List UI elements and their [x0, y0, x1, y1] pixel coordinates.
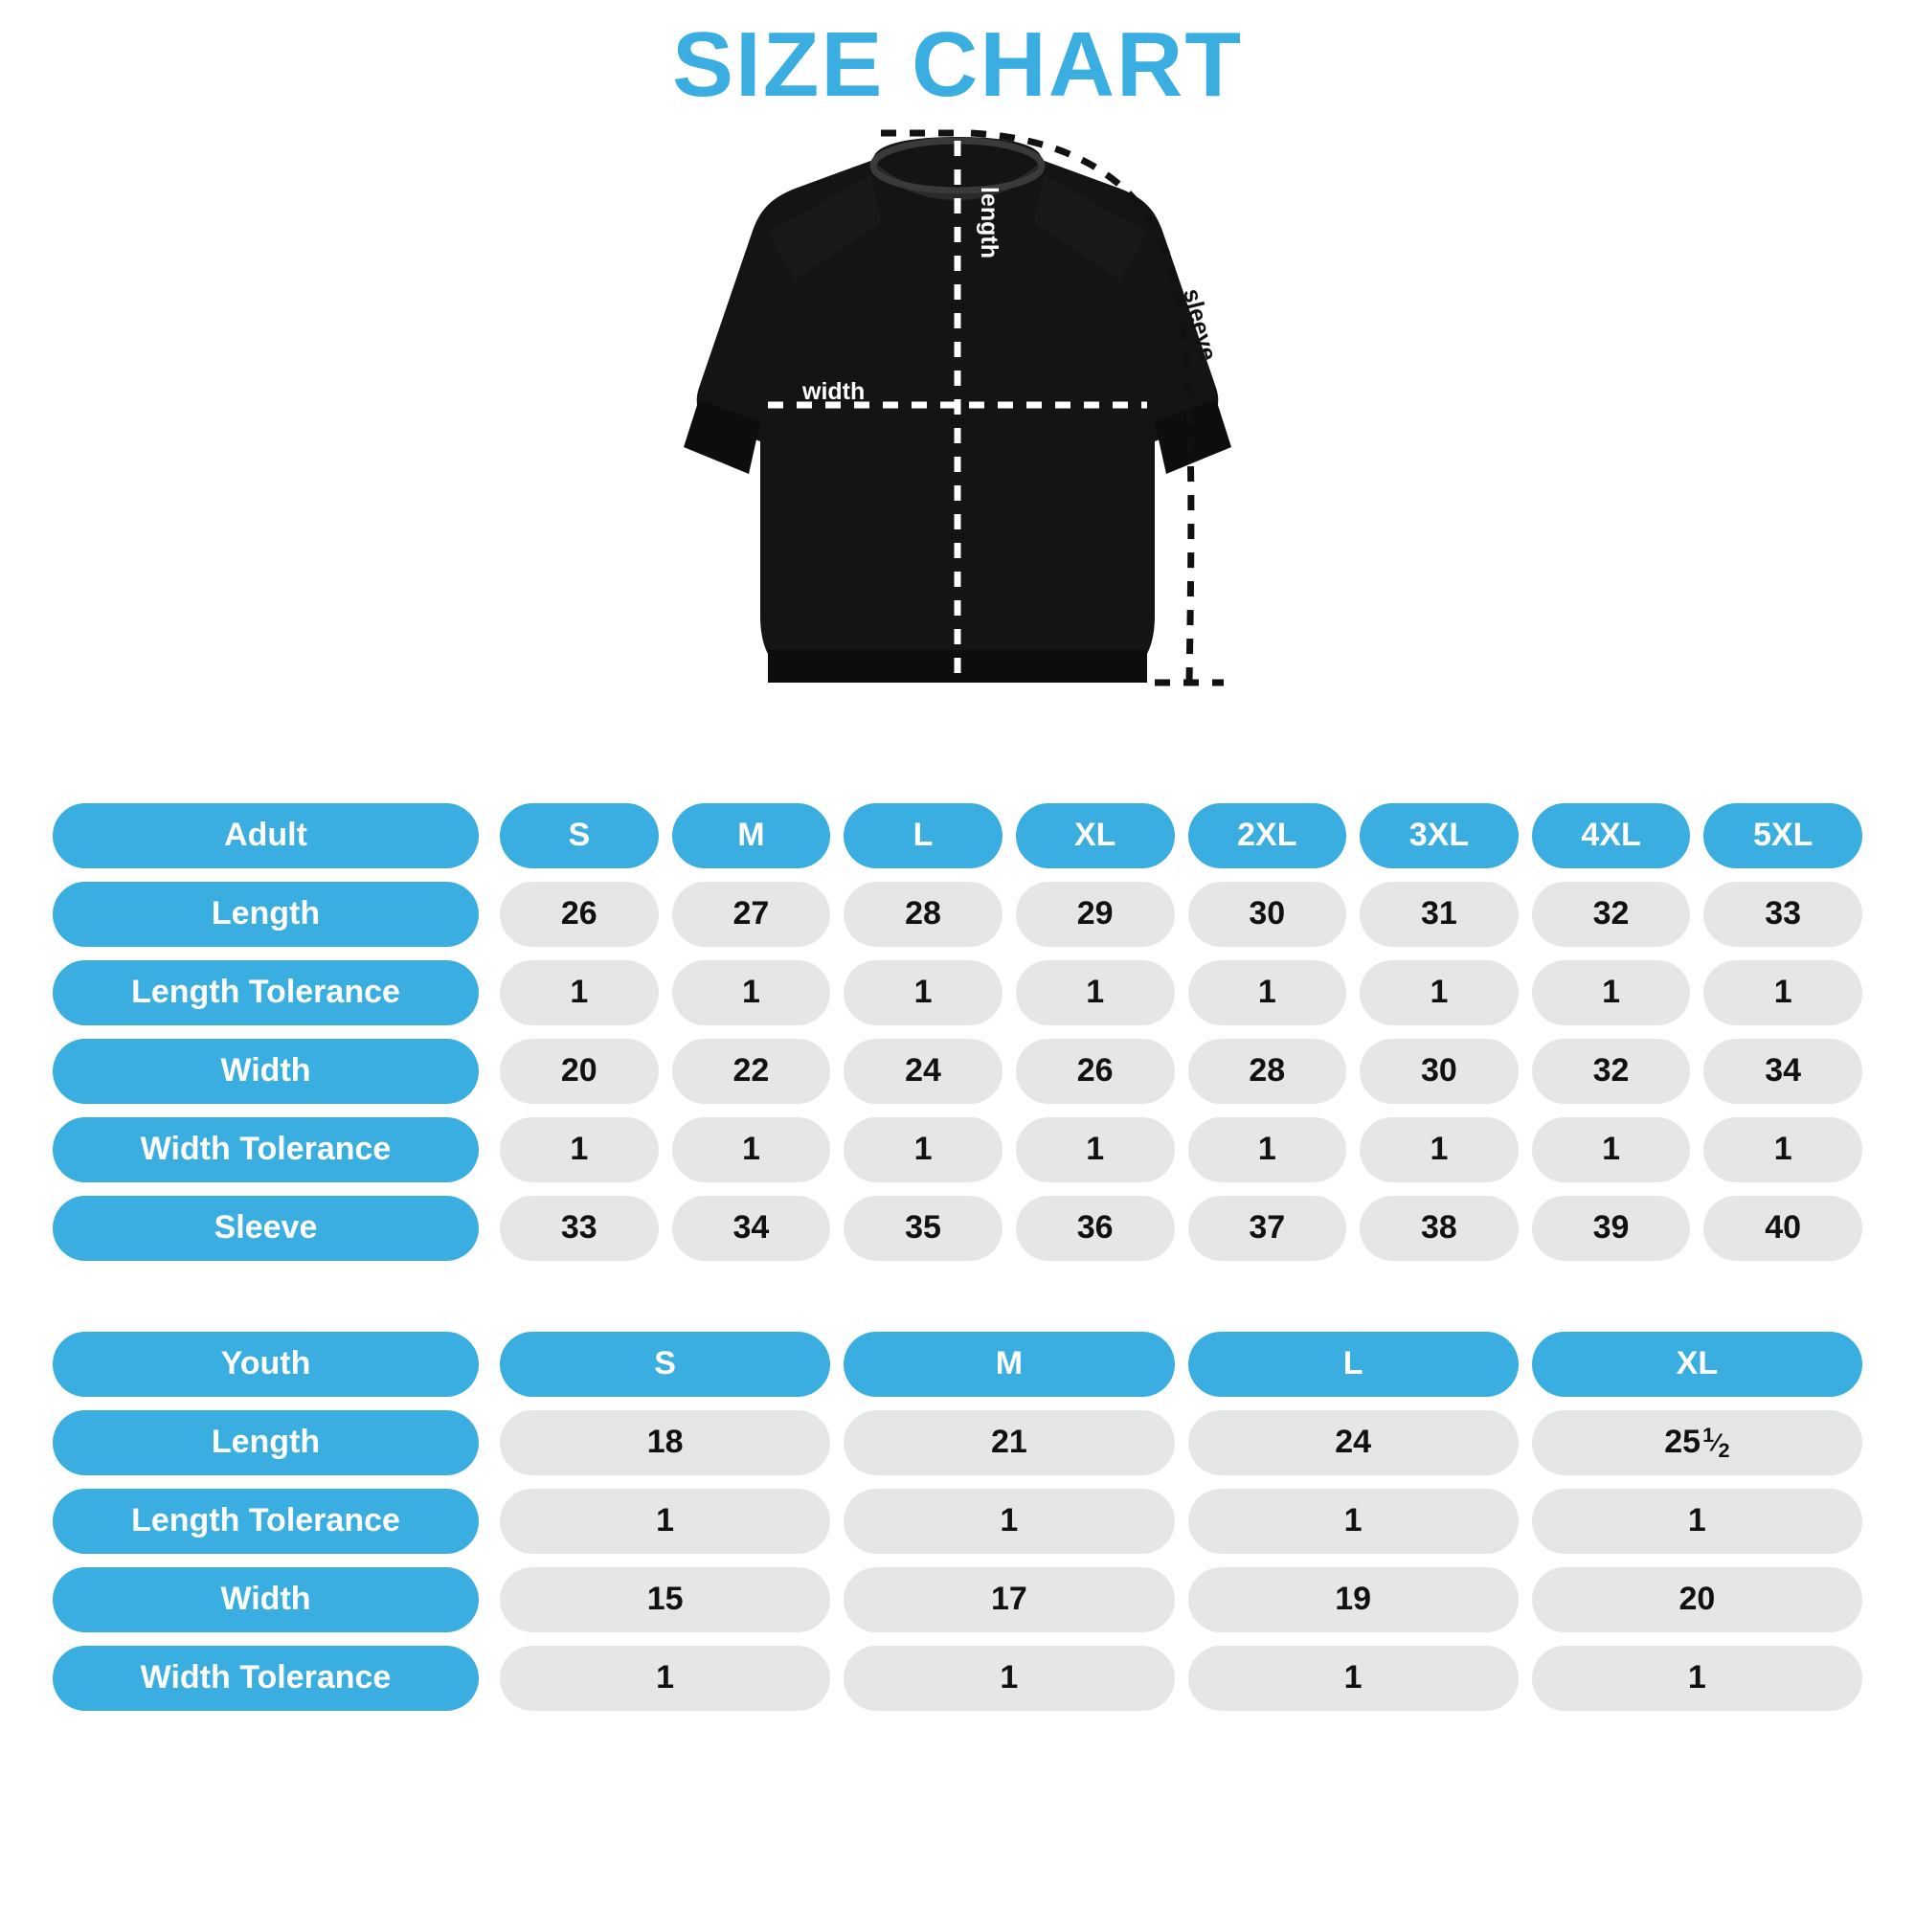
table-cell: 35: [844, 1196, 1003, 1261]
table-cell: 39: [1532, 1196, 1691, 1261]
table-cell: 19: [1188, 1567, 1519, 1632]
table-header-row: [53, 1332, 1862, 1397]
table-cell: 27: [672, 882, 831, 947]
column-header: S: [500, 1332, 830, 1397]
row-values: [500, 1117, 1862, 1182]
row-label: Sleeve: [53, 1196, 479, 1261]
adult-column-headers: [500, 803, 1862, 868]
table-cell: 36: [1016, 1196, 1175, 1261]
table-cell: 1: [1188, 1646, 1519, 1711]
adult-size-table: [53, 803, 1862, 1261]
table-cell: 1: [1360, 1117, 1519, 1182]
width-label: width: [802, 377, 866, 405]
table-cell: 1: [1703, 960, 1862, 1025]
table-cell: 1: [1532, 960, 1691, 1025]
table-cell: 1: [844, 1489, 1174, 1554]
table-cell: 32: [1532, 882, 1691, 947]
table-cell: 1: [1532, 1117, 1691, 1182]
column-header: 3XL: [1360, 803, 1519, 868]
row-values: [500, 960, 1862, 1025]
row-label: Length Tolerance: [53, 960, 479, 1025]
table-cell: 1: [1703, 1117, 1862, 1182]
page-title: SIZE CHART: [672, 13, 1243, 116]
table-cell: 30: [1360, 1039, 1519, 1104]
table-cell: 1: [672, 960, 831, 1025]
column-header: L: [844, 803, 1003, 868]
table-cell: 29: [1016, 882, 1175, 947]
table-row: [53, 1117, 1862, 1182]
table-cell: 1: [500, 1117, 659, 1182]
adult-table-title: Adult: [53, 803, 479, 868]
table-cell: 31: [1360, 882, 1519, 947]
row-values: [500, 1039, 1862, 1104]
table-cell: 21: [844, 1410, 1174, 1475]
row-values: [500, 1567, 1862, 1632]
table-cell: 1: [1188, 960, 1347, 1025]
table-cell: 34: [1703, 1039, 1862, 1104]
table-row: [53, 1039, 1862, 1104]
column-header: XL: [1532, 1332, 1862, 1397]
table-cell: 28: [1188, 1039, 1347, 1104]
table-row: [53, 1567, 1862, 1632]
column-header: L: [1188, 1332, 1519, 1397]
table-row: [53, 1646, 1862, 1711]
table-cell: 22: [672, 1039, 831, 1104]
table-cell: 1: [1188, 1117, 1347, 1182]
table-row: [53, 960, 1862, 1025]
column-header: XL: [1016, 803, 1175, 868]
column-header: 2XL: [1188, 803, 1347, 868]
table-cell: 1: [500, 1489, 830, 1554]
column-header: M: [844, 1332, 1174, 1397]
table-cell: 28: [844, 882, 1003, 947]
table-cell: 24: [1188, 1410, 1519, 1475]
table-header-row: [53, 803, 1862, 868]
row-label: Length: [53, 882, 479, 947]
table-cell: 1: [672, 1117, 831, 1182]
row-label: Width Tolerance: [53, 1646, 479, 1711]
youth-table-title: Youth: [53, 1332, 479, 1397]
table-cell: 1: [844, 960, 1003, 1025]
table-cell: 1: [500, 960, 659, 1025]
table-cell: 32: [1532, 1039, 1691, 1104]
column-header: 5XL: [1703, 803, 1862, 868]
sweatshirt-svg: [622, 118, 1293, 788]
row-values: [500, 1646, 1862, 1711]
table-cell: 24: [844, 1039, 1003, 1104]
sweatshirt-graphic: [622, 118, 1293, 788]
table-cell: 1: [1016, 1117, 1175, 1182]
row-values: [500, 882, 1862, 947]
table-cell: 30: [1188, 882, 1347, 947]
column-header: S: [500, 803, 659, 868]
table-cell: 33: [500, 1196, 659, 1261]
table-cell: 38: [1360, 1196, 1519, 1261]
row-label: Width: [53, 1567, 479, 1632]
row-label: Width: [53, 1039, 479, 1104]
table-divider-space: [53, 1274, 1862, 1316]
table-cell: 15: [500, 1567, 830, 1632]
row-values: [500, 1410, 1862, 1475]
youth-size-table: [53, 1332, 1862, 1711]
table-cell: 34: [672, 1196, 831, 1261]
column-header: 4XL: [1532, 803, 1691, 868]
table-cell: 17: [844, 1567, 1174, 1632]
table-cell: 26: [500, 882, 659, 947]
row-label: Width Tolerance: [53, 1117, 479, 1182]
table-cell: 20: [500, 1039, 659, 1104]
row-label: Length Tolerance: [53, 1489, 479, 1554]
table-cell: 37: [1188, 1196, 1347, 1261]
table-cell: 1: [1016, 960, 1175, 1025]
table-cell: 1: [1532, 1489, 1862, 1554]
size-chart-page: [0, 13, 1915, 1932]
table-row: [53, 1410, 1862, 1475]
row-values: [500, 1196, 1862, 1261]
length-label: length: [976, 186, 1003, 258]
table-cell: 20: [1532, 1567, 1862, 1632]
row-label: Length: [53, 1410, 479, 1475]
column-header: M: [672, 803, 831, 868]
table-cell: 40: [1703, 1196, 1862, 1261]
table-cell: 33: [1703, 882, 1862, 947]
table-row: [53, 882, 1862, 947]
table-cell: 18: [500, 1410, 830, 1475]
sleeve-label: sleeve: [1178, 285, 1222, 364]
youth-column-headers: [500, 1332, 1862, 1397]
row-values: [500, 1489, 1862, 1554]
table-cell: 1: [1532, 1646, 1862, 1711]
garment-illustration: [53, 118, 1862, 788]
table-cell: 1: [844, 1646, 1174, 1711]
table-row: [53, 1196, 1862, 1261]
table-cell: 1: [1188, 1489, 1519, 1554]
table-row: [53, 1489, 1862, 1554]
table-cell: 1: [500, 1646, 830, 1711]
table-cell: 26: [1016, 1039, 1175, 1104]
table-cell: 25 $^1⁄_2$: [1532, 1410, 1862, 1475]
table-cell: 1: [1360, 960, 1519, 1025]
table-cell: 1: [844, 1117, 1003, 1182]
